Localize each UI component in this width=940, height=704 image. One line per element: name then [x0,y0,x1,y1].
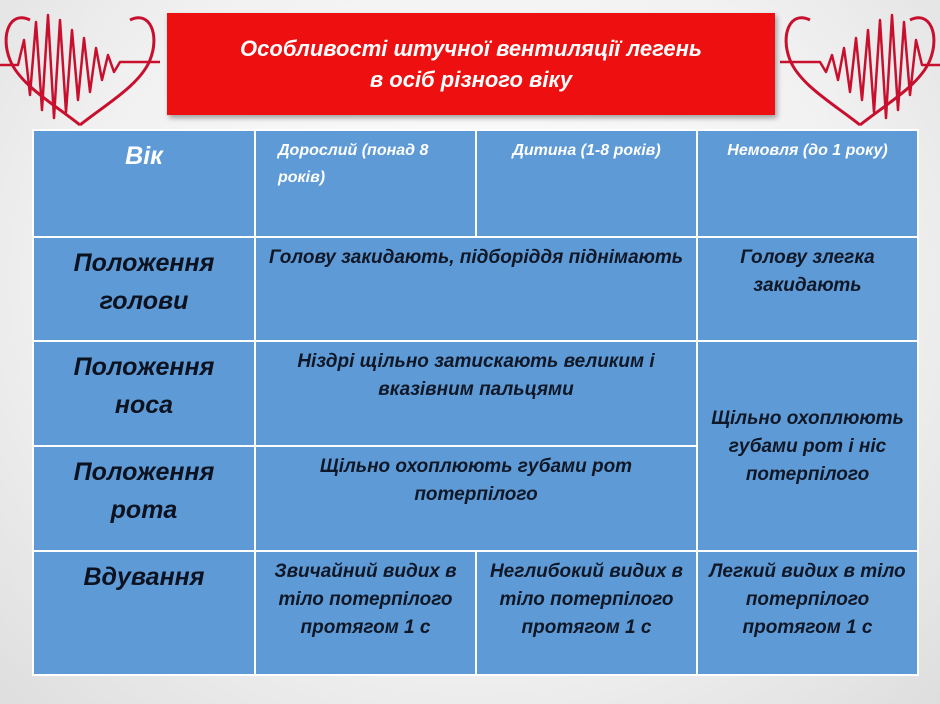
cell-mouth-adult-child: Щільно охоплюють губами рот потерпілого [255,446,697,551]
title-line-2: в осіб різного віку [369,67,573,92]
heart-ecg-right-icon [780,0,940,130]
table-row [33,341,918,446]
row-label-head-position: Положення голови [33,237,255,341]
table-row [33,237,918,341]
table-row [33,551,918,675]
row-label-nose-position: Положення носа [33,341,255,446]
cell-blowing-adult: Звичайний видих в тіло потерпілого протягом 1 с [255,551,476,675]
cell-blowing-child: Неглибокий видих в тіло потерпілого протягом 1 с [476,551,697,675]
header-adult: Дорослий (понад 8 років) [255,130,476,237]
header-infant: Немовля (до 1 року) [697,130,918,237]
cell-head-infant: Голову злегка закидають [697,237,918,341]
ventilation-table [32,129,919,676]
cell-head-adult-child: Голову закидають, підборіддя піднімають [255,237,697,341]
cell-nose-mouth-infant: Щільно охоплюють губами рот і ніс потерпілого [697,341,918,551]
cell-nose-adult-child: Ніздрі щільно затискають великим і вказівним пальцями [255,341,697,446]
heart-ecg-left-icon [0,0,160,130]
row-label-mouth-position: Положення рота [33,446,255,551]
title-banner [167,13,775,115]
header-child: Дитина (1-8 років) [476,130,697,237]
table-row [33,130,918,237]
title-line-1: Особливості штучної вентиляції легень [240,36,702,61]
header-age: Вік [33,130,255,237]
row-label-blowing: Вдування [33,551,255,675]
cell-blowing-infant: Легкий видих в тіло потерпілого протягом 1 с [697,551,918,675]
